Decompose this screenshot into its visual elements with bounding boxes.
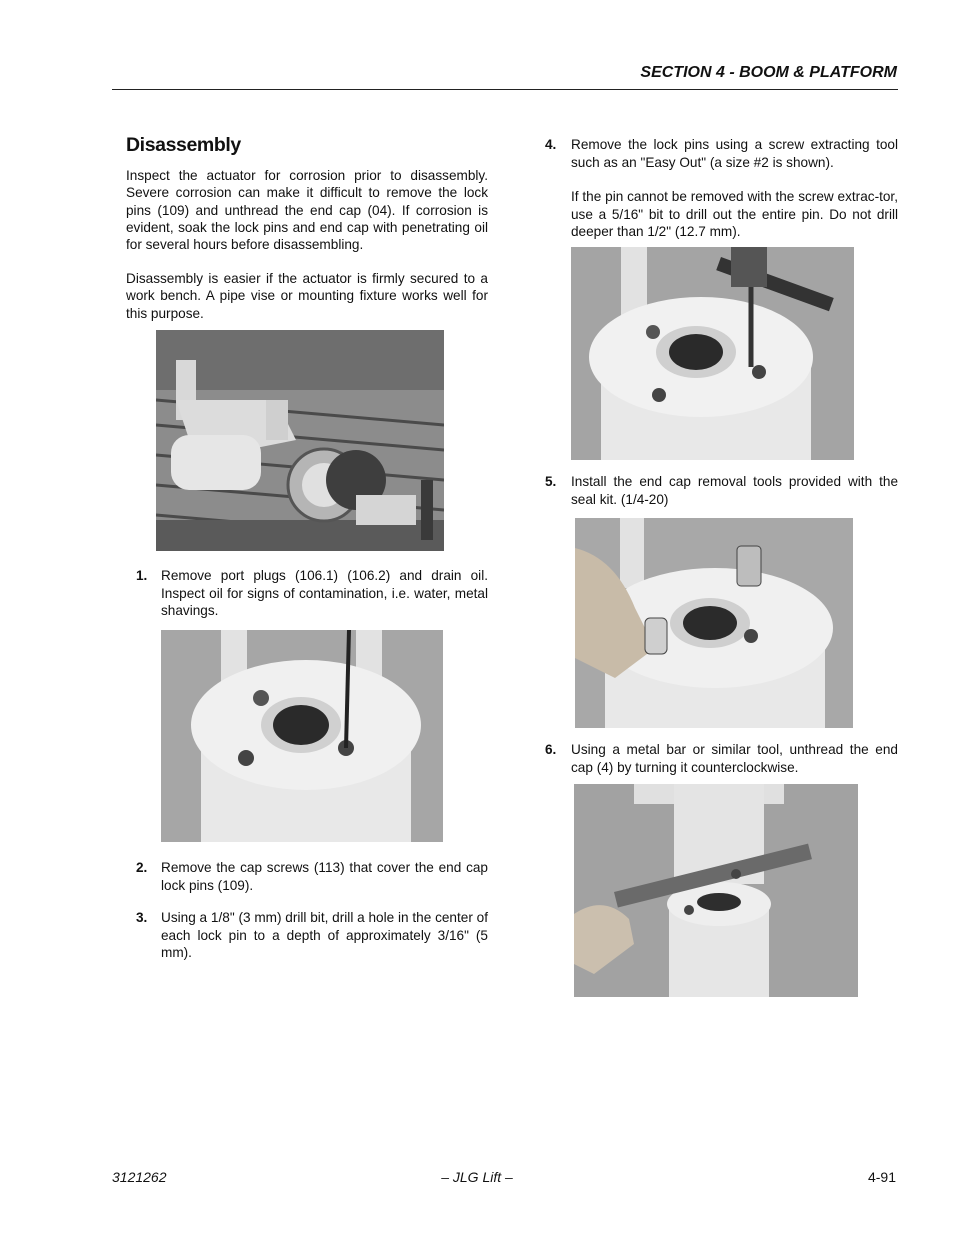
actuator-on-bench-photo [156,330,444,551]
intro-paragraph: Inspect the actuator for corrosion prior to disassembly. Severe corrosion can make it difficult to remove the lock pins (109) and unthread the end cap (04). If corrosion is evident, soak the lock pins and end cap with penetrating oil for several hours before disassembling. [126,168,488,253]
step-3 [126,909,488,962]
step-6-number: 6. [545,742,557,757]
step-2-number: 2. [136,860,148,875]
step-3-number: 3. [136,910,148,925]
page-number: 4-91 [867,1169,896,1185]
step-3-text: Using a 1/8" (3 mm) drill bit, drill a hole in the center of each lock pin to a depth of approximately 3/16" (5 mm). [161,910,488,960]
metal-bar-unthread-photo [574,784,858,997]
footer-center: – JLG Lift – [441,1169,513,1185]
step-4-text: Remove the lock pins using a screw extracting tool such as an "Easy Out" (a size #2 is shown). [571,137,898,170]
step-4-number: 4. [545,137,557,152]
step-1 [126,567,488,620]
end-cap-hex-key-photo [161,630,443,842]
disassembly-heading: Disassembly [126,134,241,156]
step-5 [545,473,898,508]
removal-tools-photo [575,518,853,728]
screw-extractor-photo [571,247,854,460]
step-4-note: If the pin cannot be removed with the screw extrac-tor, use a 5/16" bit to drill out the entire pin. Do not drill deeper than 1/2" (12.7 mm). [571,189,898,239]
header-rule [112,89,898,90]
step-5-text: Install the end cap removal tools provided with the seal kit. (1/4-20) [571,474,898,507]
step-1-number: 1. [136,568,148,583]
step-4 [545,136,898,171]
step-5-number: 5. [545,474,557,489]
step-6-text: Using a metal bar or similar tool, unthread the end cap (4) by turning it counterclockwise. [571,742,898,775]
step-1-text: Remove port plugs (106.1) (106.2) and drain oil. Inspect oil for signs of contamination, i.e. water, metal shavings. [161,568,488,618]
step-2 [126,859,488,894]
step-2-text: Remove the cap screws (113) that cover the end cap lock pins (109). [161,860,488,893]
section-title: SECTION 4 - BOOM & PLATFORM [640,64,897,81]
bench-paragraph: Disassembly is easier if the actuator is firmly secured to a work bench. A pipe vise or mounting fixture works well for this purpose. [126,271,488,321]
doc-number: 3121262 [112,1169,167,1185]
step-6 [545,741,898,776]
